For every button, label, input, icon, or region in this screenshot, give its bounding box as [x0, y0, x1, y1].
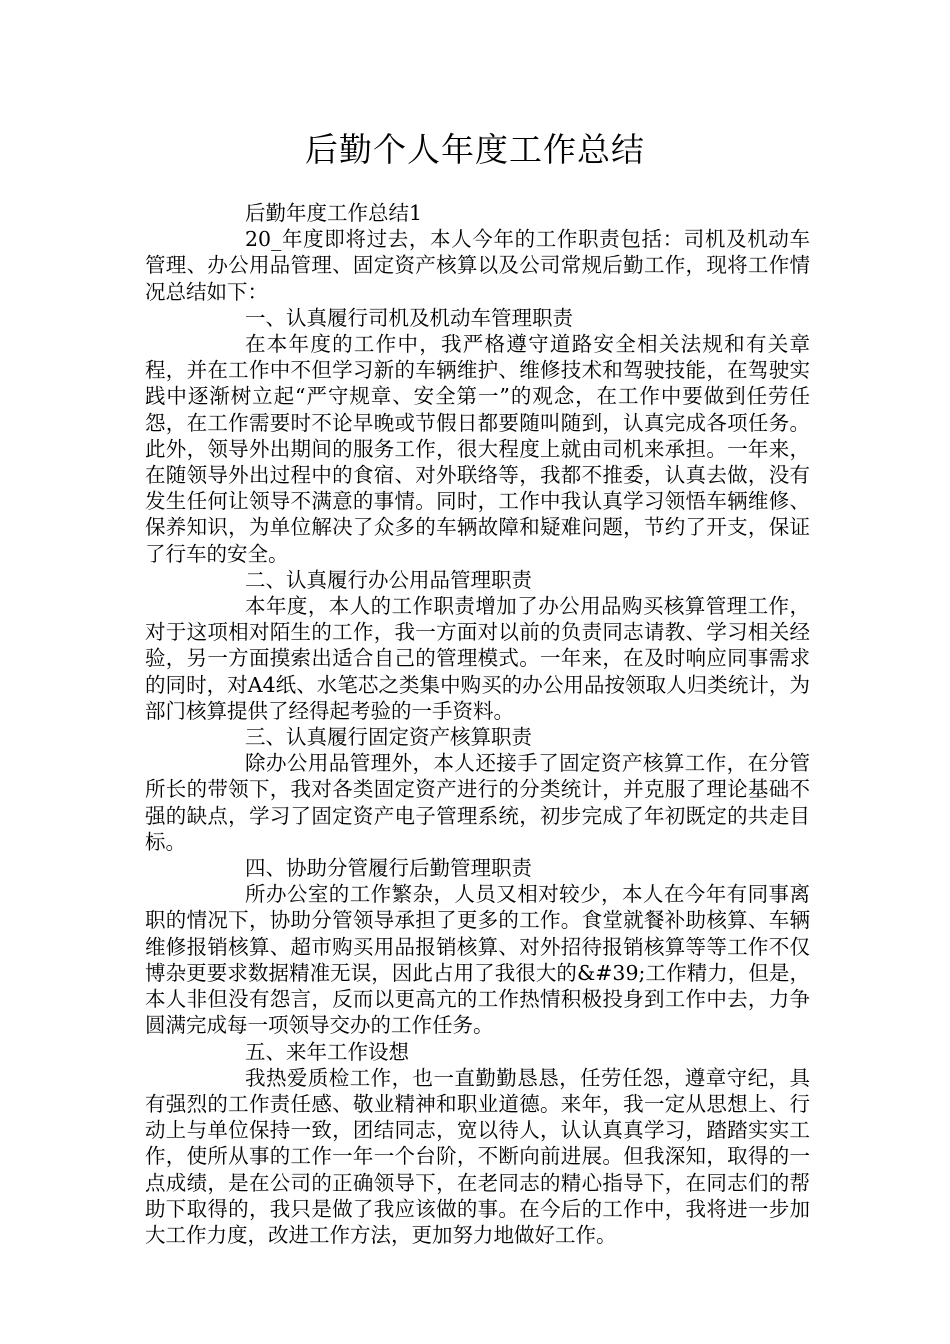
document-title: 后勤个人年度工作总结: [305, 130, 645, 169]
section-intro-heading: 后勤年度工作总结1: [245, 201, 423, 225]
document-body: [145, 200, 810, 1248]
section-heading-3: 三、认真履行固定资产核算职责: [245, 725, 532, 750]
section-paragraph-3: 除办公用品管理外，本人还接手了固定资产核算工作，在分管所长的带领下，我对各类固定资产进行的分类统计，并克服了理论基础不强的缺点，学习了固定资产电子管理系统，初步完成了年初既定的共走目标。: [145, 751, 810, 854]
section-paragraph-1: 在本年度的工作中，我严格遵守道路安全相关法规和有关章程，并在工作中不但学习新的车辆维护、维修技术和驾驶技能，在驾驶实践中逐渐树立起“严守规章、安全第一”的观念，在工作中要做到任劳任怨，在工作需要时不论早晚或节假日都要随叫随到，认真完成各项任务。此外，领导外出期间的服务工作，很大程度上就由司机来承担。一年来，在随领导外出过程中的食宿、对外联络等，我都不推委，认真去做，没有发生任何让领导不满意的事情。同时，工作中我认真学习领悟车辆维修、保养知识，为单位解决了众多的车辆故障和疑难问题，节约了开支，保证了行车的安全。: [145, 332, 810, 566]
section-paragraph-4: 所办公室的工作繁杂，人员又相对较少，本人在今年有同事离职的情况下，协助分管领导承担了更多的工作。食堂就餐补助核算、车辆维修报销核算、超市购买用品报销核算、对外招待报销核算等等工作不仅博杂更要求数据精准无误，因此占用了我很大的&#39;工作精力，但是，本人非但没有怨言，反而以更高亢的工作热情积极投身到工作中去，力争圆满完成每一项领导交办的工作任务。: [145, 882, 810, 1038]
section-heading-1: 一、认真履行司机及机动车管理职责: [245, 305, 573, 330]
section-heading-4: 四、协助分管履行后勤管理职责: [245, 856, 532, 881]
section-paragraph-5: 我热爱质检工作，也一直勤勤恳恳，任劳任怨，遵章守纪，具有强烈的工作责任感、敬业精神和职业道德。来年，我一定从思想上、行动上与单位保持一致，团结同志，宽以待人，认认真真学习，踏踏实实工作，使所从事的工作一年一个台阶，不断向前进展。但我深知，取得的一点成绩，是在公司的正确领导下，在老同志的精心指导下，在同志们的帮助下取得的，我只是做了我应该做的事。在今后的工作中，我将进一步加大工作力度，改进工作方法，更加努力地做好工作。: [145, 1065, 810, 1247]
section-paragraph-2: 本年度，本人的工作职责增加了办公用品购买核算管理工作，对于这项相对陌生的工作，我一方面对以前的负责同志请教、学习相关经验，另一方面摸索出适合自己的管理模式。一年来，在及时响应同事需求的同时，对A4纸、水笔芯之类集中购买的办公用品按领取人归类统计，为部门核算提供了经得起考验的一手资料。: [145, 594, 810, 723]
intro-paragraph: 20_年度即将过去，本人今年的工作职责包括：司机及机动车管理、办公用品管理、固定资产核算以及公司常规后勤工作，现将工作情况总结如下：: [145, 227, 810, 304]
section-heading-5: 五、来年工作设想: [245, 1039, 409, 1064]
section-heading-2: 二、认真履行办公用品管理职责: [245, 567, 532, 592]
